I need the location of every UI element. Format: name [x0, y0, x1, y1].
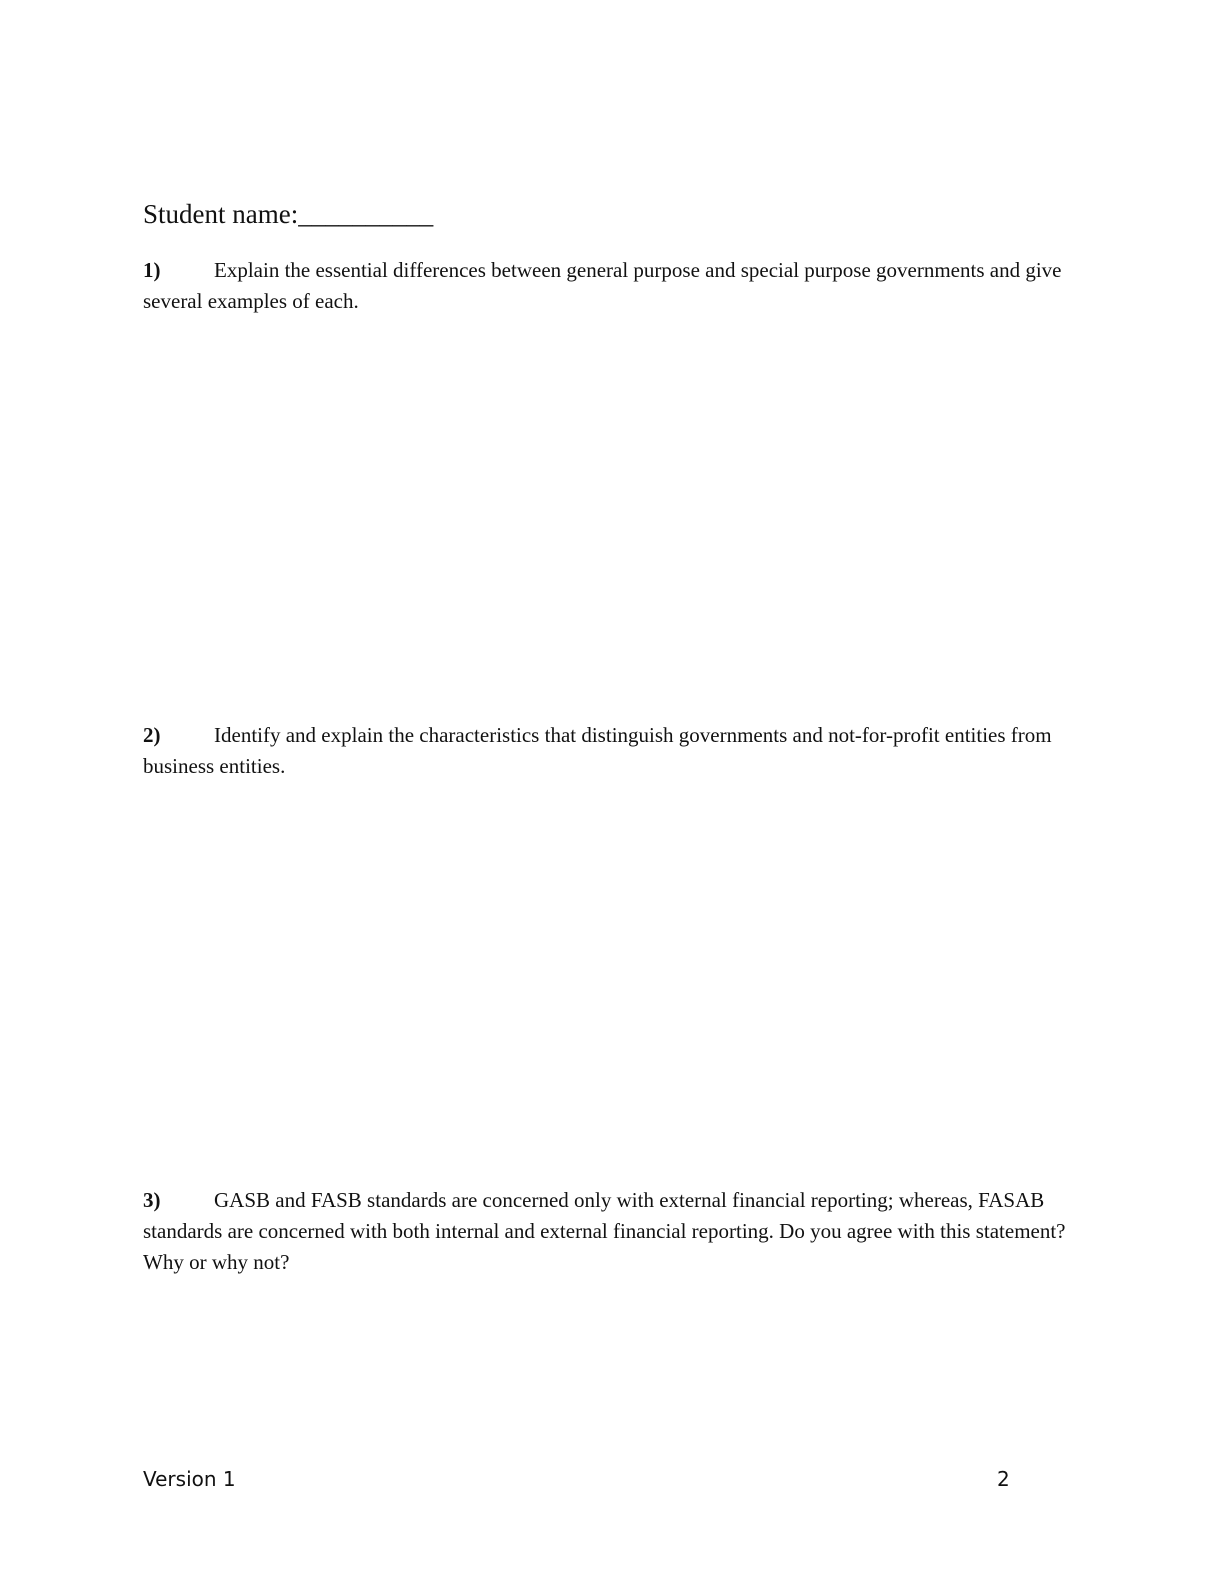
footer-page-number: 2: [997, 1467, 1010, 1491]
student-name-label: Student name:__________: [143, 199, 434, 229]
question-text: GASB and FASB standards are concerned only with external financial reporting; whereas, FASAB standards are concerned with both internal and external financial reporting. Do you agree with this statement? Why or why not?: [143, 1188, 1066, 1274]
question-text: Explain the essential differences between general purpose and special purpose governments and give several examples of each.: [143, 258, 1062, 313]
question-number: 1): [143, 258, 161, 282]
question-2: [143, 720, 1083, 782]
question-1: [143, 255, 1083, 317]
question-text: Identify and explain the characteristics that distinguish governments and not-for-profit entities from business entities.: [143, 723, 1052, 778]
footer-version: Version 1: [143, 1467, 236, 1491]
question-3: [143, 1185, 1083, 1278]
question-number: 3): [143, 1188, 161, 1212]
question-number: 2): [143, 723, 161, 747]
